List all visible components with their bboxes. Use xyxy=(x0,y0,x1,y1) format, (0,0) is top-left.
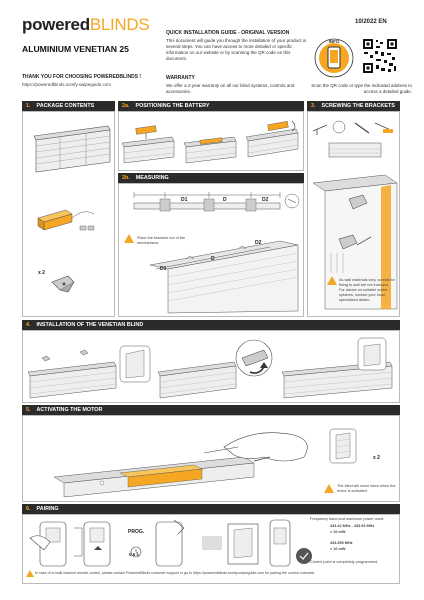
section-3-number: 3. xyxy=(311,103,316,109)
document-date: 10/2022 EN xyxy=(355,19,387,25)
section-6-title: PAIRING xyxy=(36,506,59,512)
guide-text: This document will guide you through the installation of your product in several steps. You can have access to more detailed or specific information on our website or by scanning the QR code on this document. xyxy=(166,38,307,61)
motor-activation-note: The blind will move twice when the motor is activated. xyxy=(337,484,396,493)
section-1-bar xyxy=(22,101,115,111)
measure-d1: D1 xyxy=(181,197,188,203)
section-5-number: 5. xyxy=(26,407,31,413)
info-phone-icon xyxy=(312,36,356,80)
install-step-1-drawing xyxy=(28,346,150,398)
step-b-drawing xyxy=(184,137,236,163)
frequency-2: 434.555 MHz xyxy=(330,541,353,545)
section-4-number: 4. xyxy=(26,322,31,328)
guide-url: https://poweredblinds.somfy.swipeguide.com xyxy=(22,82,111,87)
frequency-2-power: < 10 mW xyxy=(330,547,346,551)
section-2b-title: MEASURING xyxy=(135,175,169,181)
tools-drawing xyxy=(313,121,393,135)
measure-d: D xyxy=(223,197,227,203)
section-3-bar xyxy=(307,101,400,111)
info-badge-label: INFO xyxy=(328,39,340,44)
prog-duration: 0.5 s xyxy=(129,552,139,557)
footer-warning-icon xyxy=(26,570,34,577)
section-2b-number: 2b. xyxy=(122,175,130,181)
step-a-drawing xyxy=(122,126,174,163)
section-2b-bar xyxy=(118,173,304,183)
product-title: ALUMINIUM VENETIAN 25 xyxy=(22,44,129,54)
install-step-2-drawing xyxy=(158,340,272,398)
section-4-bar xyxy=(22,320,400,330)
frequency-1-power: < 10 mW xyxy=(330,530,346,534)
section-1-title: PACKAGE CONTENTS xyxy=(36,103,95,109)
measuring-illustration xyxy=(120,185,302,315)
qr-instructions: Scan the QR code or type the indicated address to access a detailed guide. xyxy=(311,83,412,94)
brackets-drawing xyxy=(52,276,74,292)
measure-d2: D2 xyxy=(262,197,269,203)
pairing-remote-2 xyxy=(84,522,110,566)
brand-logo-part-a: powered xyxy=(22,15,90,34)
section-2a-bar xyxy=(118,101,304,111)
install-step-3-drawing xyxy=(282,338,392,398)
section-6-number: 6. xyxy=(26,506,31,512)
blind-pair-drawing xyxy=(228,524,258,564)
step-c-drawing xyxy=(246,121,298,157)
warranty-heading: WARRANTY xyxy=(166,75,195,81)
blind-drawing xyxy=(34,126,110,172)
frequency-title: Frequency band and maximum power used: xyxy=(310,517,385,521)
section-3-title: SCREWING THE BRACKETS xyxy=(321,103,395,109)
section-5-bar xyxy=(22,405,400,415)
thanks-heading: THANK YOU FOR CHOOSING POWEREDBLINDS ! xyxy=(22,74,142,80)
guide-heading: QUICK INSTALLATION GUIDE - ORIGINAL VERSION xyxy=(166,30,290,36)
section-2a-title: POSITIONING THE BATTERY xyxy=(135,103,210,109)
blind-movement-count: x 2 xyxy=(373,455,380,461)
pairing-remote-1 xyxy=(30,522,82,566)
frequency-1: 433.42 MHz - 433.92 MHz xyxy=(330,524,375,528)
section-1-number: 1. xyxy=(26,103,31,109)
bracket-placement-note: Place the brackets out of the mechanisms. xyxy=(137,236,186,245)
battery-positioning-illustration xyxy=(120,113,302,169)
wall-material-note: As wall materials vary, screws for fixing to wall are not included. For advice on suitable screw systems, contact your local specialized dealer. xyxy=(339,278,395,302)
brackets-quantity: x 2 xyxy=(38,270,45,276)
pairing-complete-note: Control point is completely programmed. xyxy=(310,560,379,564)
measure-d-window: D xyxy=(211,256,215,262)
package-contents-illustration xyxy=(24,114,114,314)
brand-logo-part-b: BLINDS xyxy=(89,15,150,34)
pairing-remote-4 xyxy=(270,520,290,566)
measure-d2-window: D2 xyxy=(255,240,262,246)
section-6-bar xyxy=(22,504,400,514)
section-4-title: INSTALLATION OF THE VENETIAN BLIND xyxy=(36,322,144,328)
installation-illustration xyxy=(24,332,398,401)
measure-d1-window: D1 xyxy=(160,266,167,272)
warranty-text: We offer a 2-year warranty on all our blind systems, controls and accessories. xyxy=(166,83,295,94)
section-5-title: ACTIVATING THE MOTOR xyxy=(36,407,103,413)
qr-code[interactable] xyxy=(362,38,398,74)
brand-logo xyxy=(22,15,149,35)
prog-label: PROG. xyxy=(128,529,145,535)
multi-channel-footer-note: In case of a multi-channel remote control, please contact PoweredBlinds customer support or go to https://poweredblinds.somfy.swipeguide.com for pairing the control channels. xyxy=(35,571,316,575)
pairing-remote-3 xyxy=(156,520,184,566)
section-2a-number: 2a. xyxy=(122,103,130,109)
